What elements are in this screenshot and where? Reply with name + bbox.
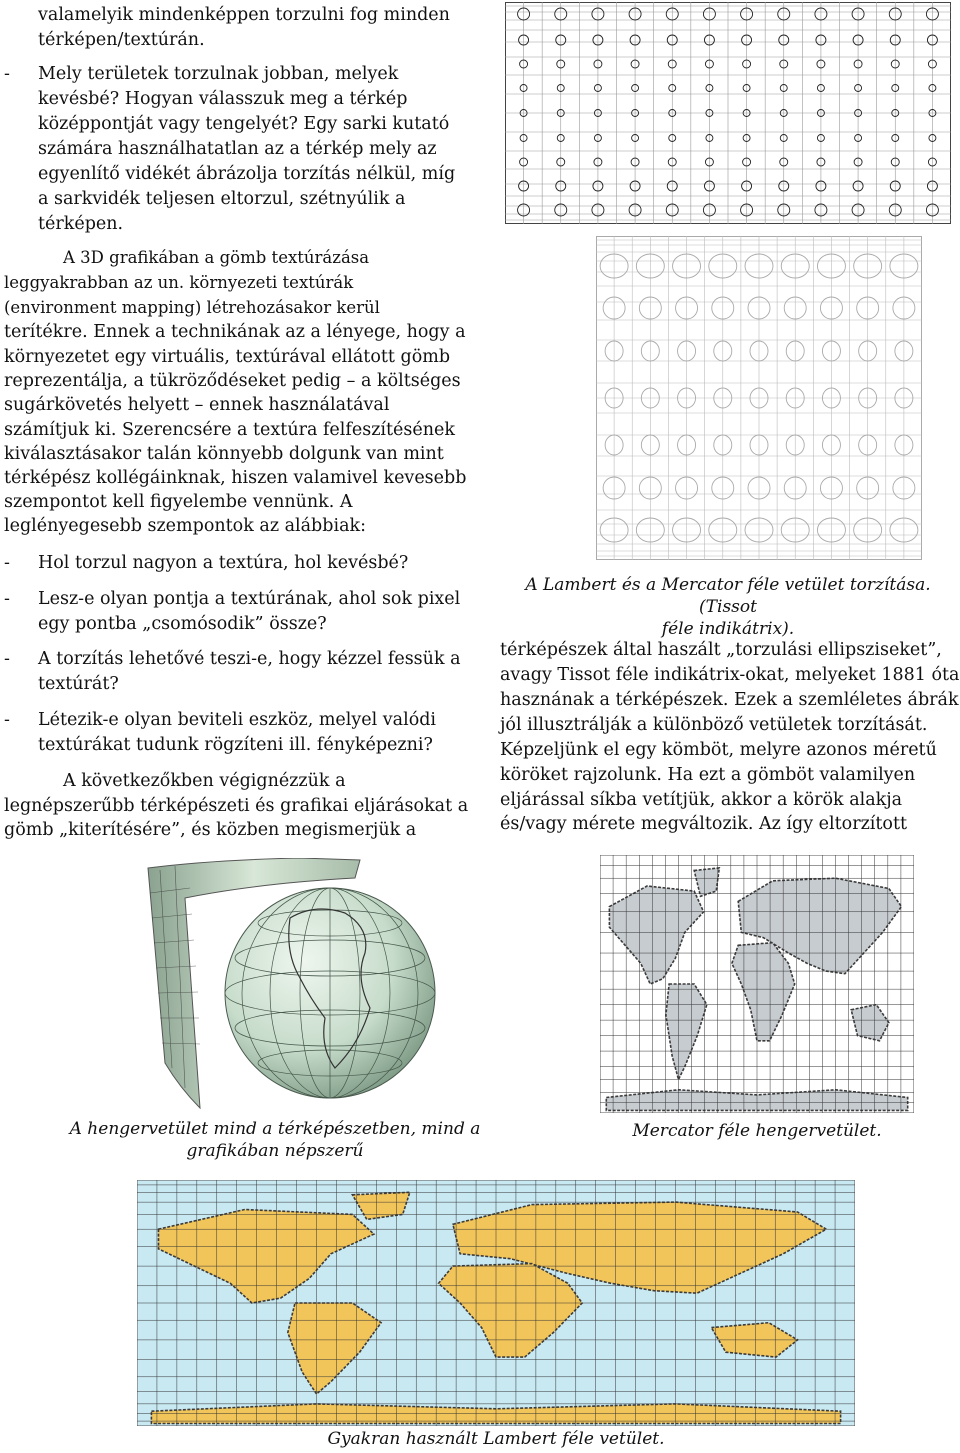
text-line: és/vagy mérete megváltozik. Az így eltorzított xyxy=(500,814,908,834)
mercator-world-map xyxy=(600,855,914,1113)
lambert-world-map xyxy=(137,1180,855,1426)
bullet-dash: - xyxy=(4,649,10,669)
text-line: terítékre. Ennek a technikának az a lényege, hogy a xyxy=(4,322,466,342)
text-line: Mely területek torzulnak jobban, melyek xyxy=(38,64,399,84)
lambert-tissot-indicatrix-figure xyxy=(596,236,922,560)
text-line: leglényegesebb szempontok az alábbiak: xyxy=(4,516,366,536)
text-line: a sarkvidék teljesen eltorzul, szétnyúlik a xyxy=(38,189,406,209)
text-line: Képzeljünk el egy kömböt, melyre azonos méretű xyxy=(500,740,937,760)
text-line: kevésbé? Hogyan válasszuk meg a térkép xyxy=(38,89,408,109)
caption-line: A hengervetület mind a térképészetben, mind a xyxy=(69,1119,481,1139)
text-line: leggyakrabban az un. környezeti textúrák xyxy=(4,273,354,292)
question-item xyxy=(4,551,474,576)
text-line: textúrát? xyxy=(38,674,119,694)
text-line: valamelyik mindenképpen torzulni fog minden xyxy=(38,5,450,25)
text-line: avagy Tissot féle indikátrix-okat, melyeket 1881 óta xyxy=(500,665,960,685)
text-line: textúrákat tudunk rögzíteni ill. fényképezni? xyxy=(38,735,433,755)
text-line: térképész kollégáinknak, hiszen valamivel kevesebb xyxy=(4,468,467,488)
caption-cylinder xyxy=(60,1118,490,1162)
text-line: középpontját vagy tengelyét? Egy sarki kutató xyxy=(38,114,450,134)
text-line: (environment mapping) létrehozásakor kerül xyxy=(4,298,380,317)
text-line: A 3D grafikában a gömb textúrázása xyxy=(63,248,370,267)
text-line: szempontot kell figyelembe vennünk. A xyxy=(4,492,353,512)
question-item xyxy=(4,647,474,697)
bullet-dash: - xyxy=(4,64,10,84)
text-line: számítjuk ki. Szerencsére a textúra felfeszítésének xyxy=(4,420,455,440)
question-item xyxy=(4,587,474,637)
text-line: számára használhatatlan az a térkép mely az xyxy=(38,139,437,159)
text-line: eljárással síkba vetítjük, akkor a körök alakja xyxy=(500,790,903,810)
caption-line: féle indikátrix). xyxy=(661,619,795,639)
text-line: A torzítás lehetővé teszi-e, hogy kézzel fessük a xyxy=(38,649,461,669)
text-line: térképen. xyxy=(38,214,124,234)
caption-lambert: Gyakran használt Lambert féle vetület. xyxy=(327,1429,665,1449)
caption-line: grafikában népszerű xyxy=(186,1141,364,1161)
text-line: legnépszerűbb térképészeti és grafikai eljárásokat a xyxy=(4,796,469,816)
text-line: A következőkben végignézzük a xyxy=(63,771,346,791)
question-item xyxy=(4,708,474,758)
text-line: köröket rajzolunk. Ha ezt a gömböt valamilyen xyxy=(500,765,916,785)
text-line: reprezentálja, a tükröződéseket pedig – a költséges xyxy=(4,371,461,391)
text-line: térképen/textúrán. xyxy=(38,30,205,50)
text-line: sugárkövetés helyett – ennek használatával xyxy=(4,395,390,415)
text-line: Létezik-e olyan beviteli eszköz, melyel valódi xyxy=(38,710,437,730)
bullet-dash: - xyxy=(4,589,10,609)
mercator-tissot-indicatrix-figure xyxy=(505,2,951,224)
text-line: hasznának a térképészek. Ezek a szemléletes ábrák xyxy=(500,690,959,710)
text-line: Hol torzul nagyon a textúra, hol kevésbé? xyxy=(38,553,409,573)
caption-mercator: Mercator féle hengervetület. xyxy=(632,1121,882,1141)
cylinder-globe-illustration xyxy=(140,858,440,1113)
bullet-dash: - xyxy=(4,710,10,730)
caption-tissot xyxy=(498,574,958,640)
caption-line: A Lambert és a Mercator féle vetület torzítása. (Tissot xyxy=(525,575,931,617)
text-line: Lesz-e olyan pontja a textúrának, ahol sok pixel xyxy=(38,589,461,609)
text-line: környezetet egy virtuális, textúrával ellátott gömb xyxy=(4,347,451,367)
text-line: jól illusztrálják a különböző vetületek torzítását. xyxy=(500,715,928,735)
text-line: egyenlítő vidékét ábrázolja torzítás nélkül, míg xyxy=(38,164,456,184)
text-line: egy pontba „csomósodik” össze? xyxy=(38,614,327,634)
bullet-item xyxy=(4,62,474,237)
bullet-dash: - xyxy=(4,553,10,573)
text-line: kiválasztásakor talán könnyebb dolgunk van mint xyxy=(4,444,444,464)
text-line: gömb „kiterítésére”, és közben megismerjük a xyxy=(4,820,417,840)
text-line: térképészek által haszált „torzulási ellipsziseket”, xyxy=(500,640,942,660)
